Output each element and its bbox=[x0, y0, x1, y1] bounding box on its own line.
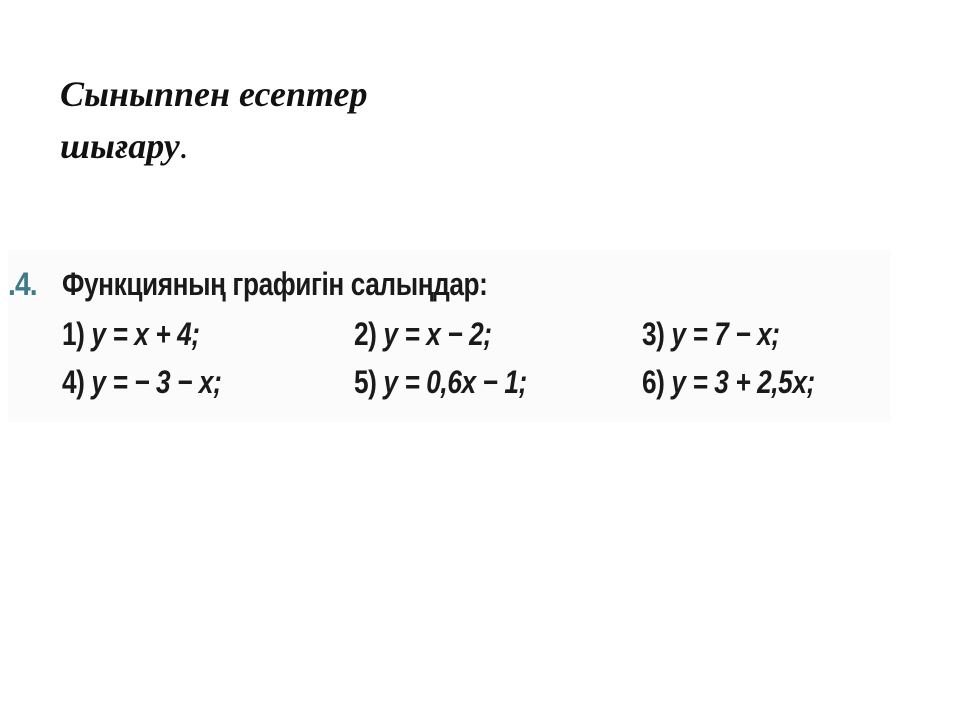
task-5 bbox=[354, 364, 527, 401]
task-number: 5) bbox=[354, 364, 377, 400]
task-3 bbox=[642, 316, 780, 353]
task-number: 4) bbox=[62, 364, 85, 400]
task-number: 3) bbox=[642, 316, 665, 352]
task-equation: y = x + 4; bbox=[91, 316, 200, 352]
task-equation: y = − 3 − x; bbox=[91, 364, 222, 400]
title-line-2-text: шығару bbox=[60, 126, 180, 166]
task-1 bbox=[62, 316, 200, 353]
title-period: . bbox=[179, 126, 189, 166]
task-2 bbox=[354, 316, 492, 353]
task-equation: y = x − 2; bbox=[383, 316, 492, 352]
exercise-number: .4. bbox=[8, 266, 37, 302]
task-4 bbox=[62, 364, 221, 401]
task-number: 2) bbox=[354, 316, 377, 352]
task-equation: y = 0,6x − 1; bbox=[383, 364, 527, 400]
task-equation: y = 3 + 2,5x; bbox=[671, 364, 815, 400]
exercise-heading: Функцияның графигін салыңдар: bbox=[62, 266, 488, 302]
title-line-1: Сыныппен есептер bbox=[60, 74, 368, 114]
task-number: 6) bbox=[642, 364, 665, 400]
task-number: 1) bbox=[62, 316, 85, 352]
task-equation: y = 7 − x; bbox=[671, 316, 780, 352]
title-line-2 bbox=[60, 120, 480, 172]
task-6 bbox=[642, 364, 815, 401]
slide-title bbox=[60, 68, 480, 172]
exercise-image bbox=[8, 250, 890, 422]
